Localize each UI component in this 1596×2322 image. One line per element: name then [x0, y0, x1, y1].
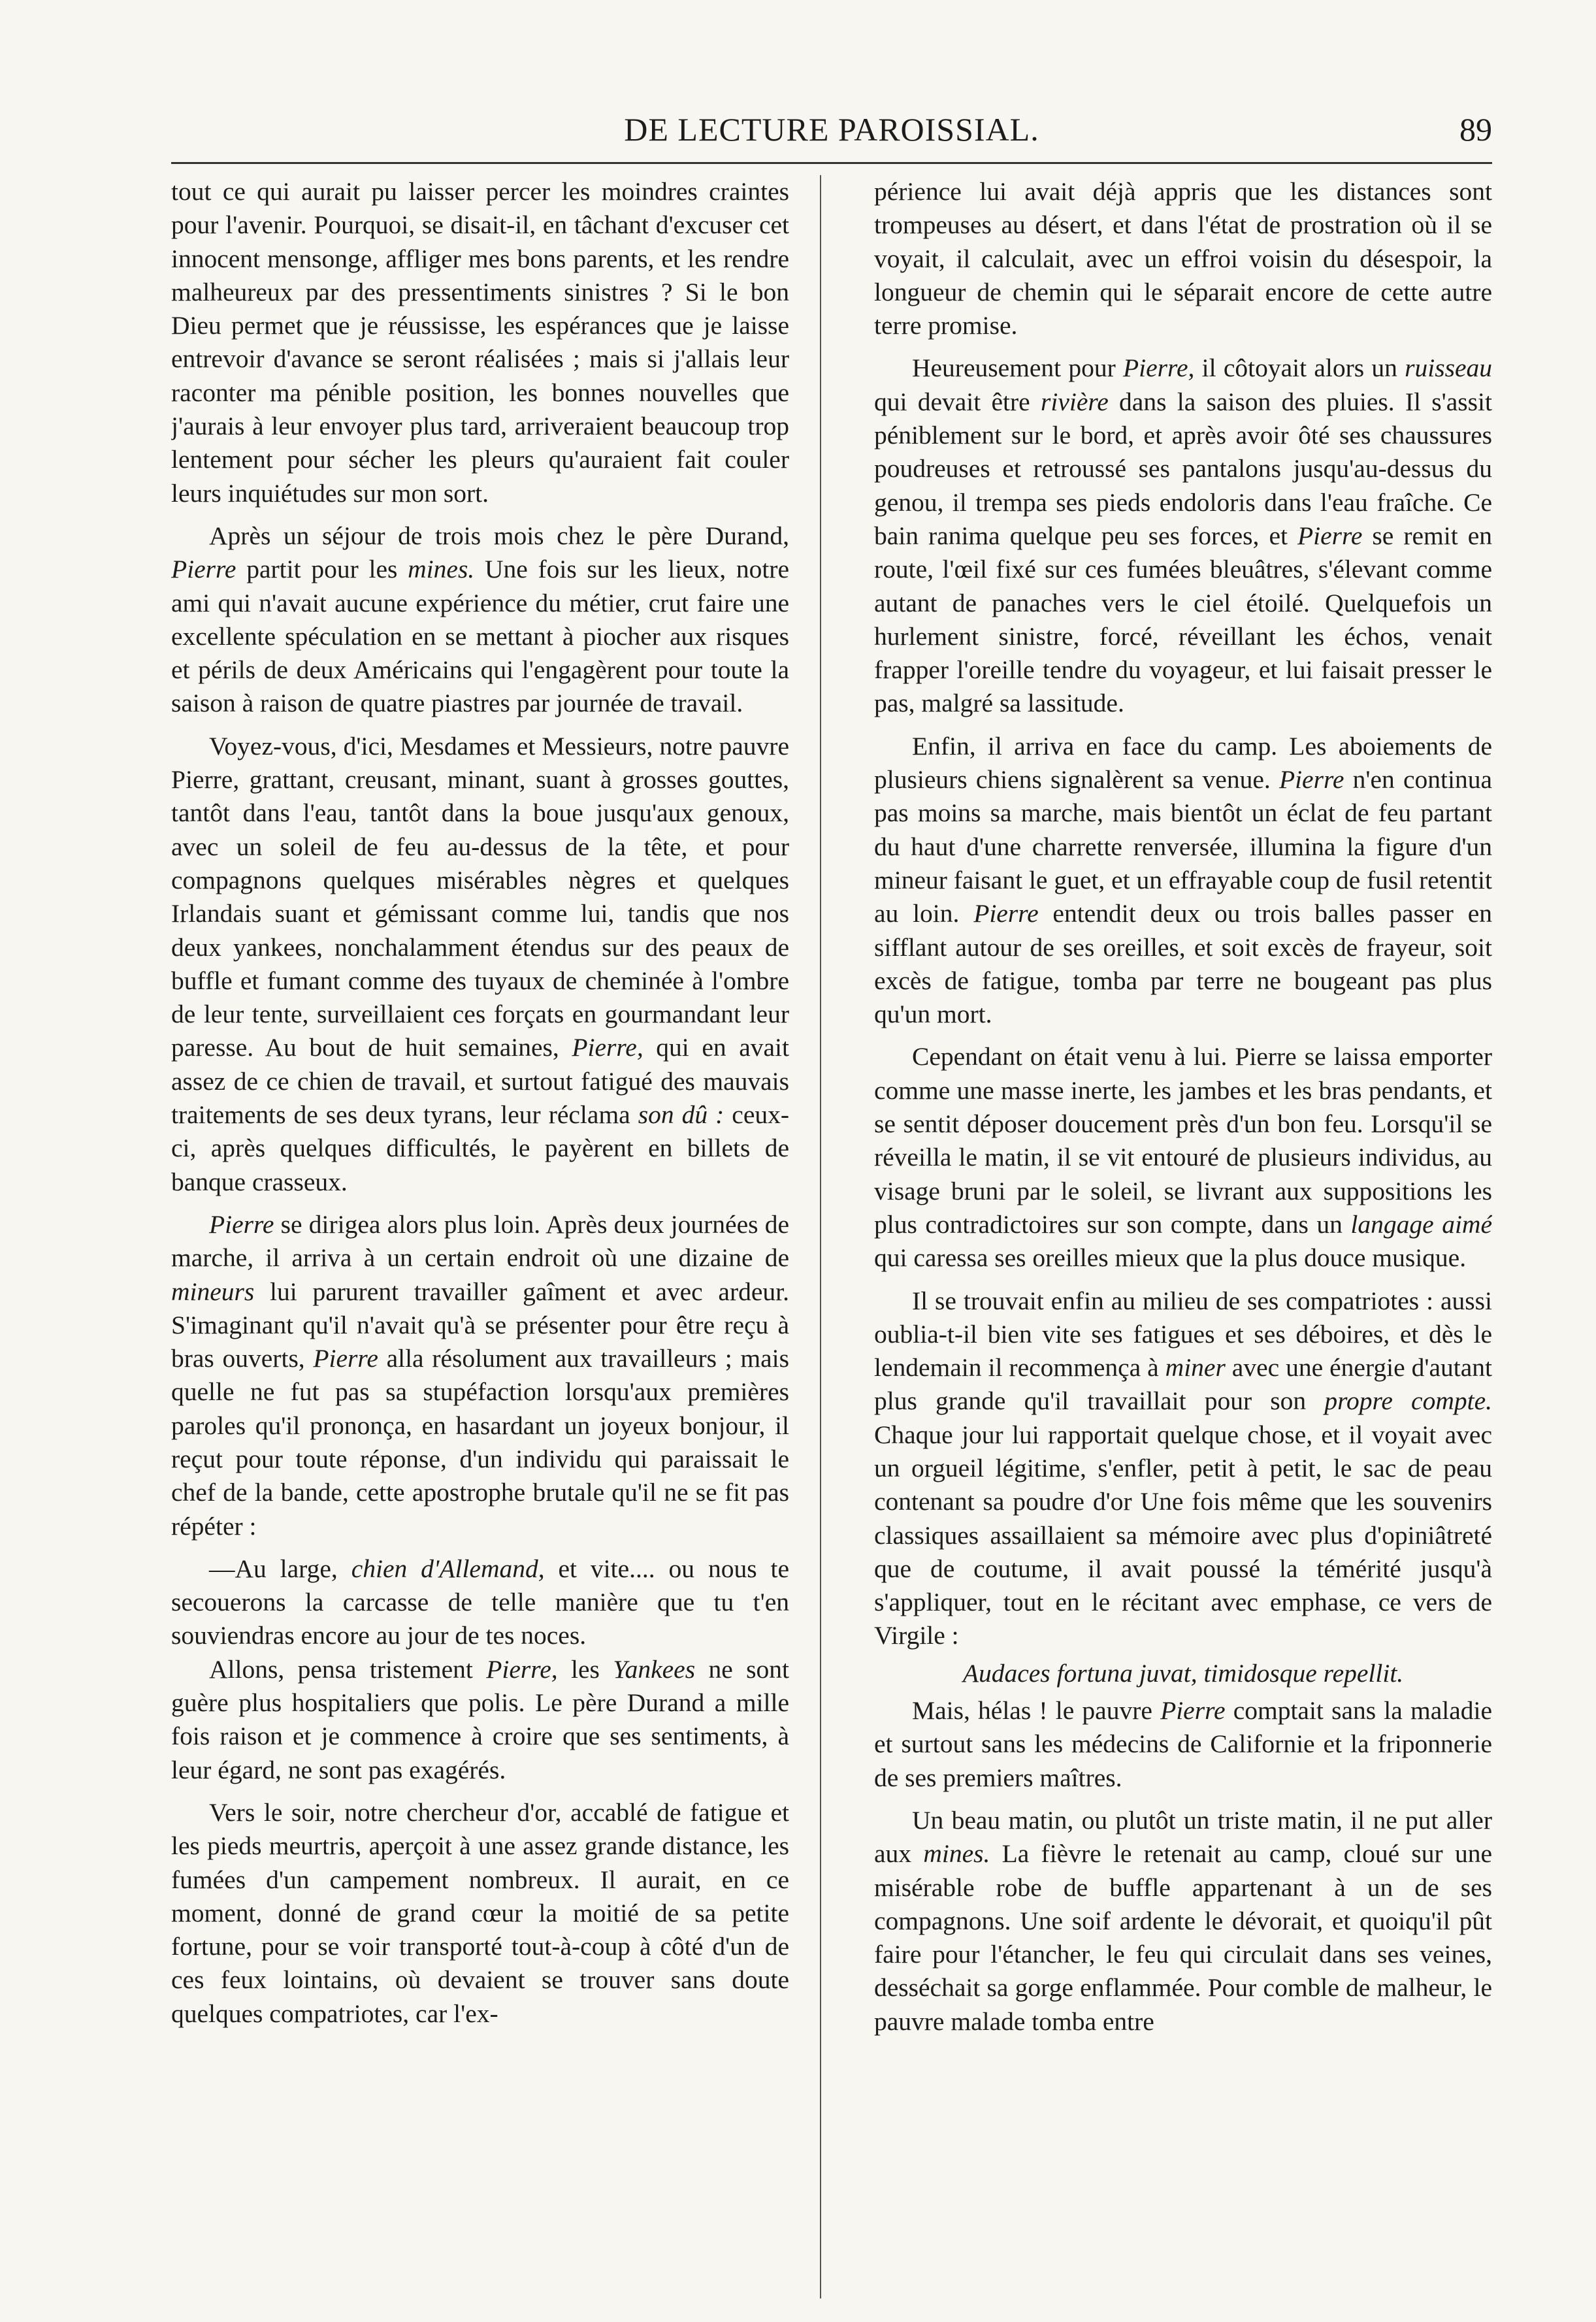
paragraph: —Au large, chien d'Allemand, et vite.... ou nous te secouerons la carcasse de telle manière que tu t'en souviendras encore au jour de tes noces.: [171, 1554, 789, 1650]
page-number: 89: [1459, 111, 1492, 148]
paragraph: tout ce qui aurait pu laisser percer les moindres craintes pour l'avenir. Pourquoi, se disait-il, en tâchant d'excuser cet innocent mensonge, affliger mes bons parents, et les rendre malheureux par des pressentiments sinistres ? Si le bon Dieu permet que je réussisse, les espérances que je laisse entrevoir d'avance se seront réalisées ; mais si j'allais leur raconter ma pénible position, les bonnes nouvelles que j'aurais à leur envoyer plus tard, arriveraient beaucoup trop lentement pour sécher les pleurs qu'auraient fait couler leurs inquiétudes sur mon sort.: [171, 177, 789, 508]
paragraph: Vers le soir, notre chercheur d'or, accablé de fatigue et les pieds meurtris, aperçoit à une assez grande distance, les fumées d'un campement nombreux. Il aurait, en ce moment, donné de grand cœur la moitié de sa petite fortune, pour se voir transporté tout-à-coup à côté d'un de ces feux lointains, où devaient se trouver sans doute quelques compatriotes, car l'ex-: [171, 1797, 789, 2028]
latin-verse: Audaces fortuna juvat, timidosque repellit.: [962, 1658, 1404, 1688]
running-title: DE LECTURE PAROISSIAL.: [624, 111, 1039, 148]
paragraph: Voyez-vous, d'ici, Mesdames et Messieurs, notre pauvre Pierre, grattant, creusant, minant, suant à grosses gouttes, tantôt dans l'eau, tantôt dans la boue jusqu'aux genoux, avec un soleil de feu au-dessus de la tête, et pour compagnons quelques misérables nègres et quelques Irlandais suant et gémissant comme lui, tandis que nos deux yankees, nonchalamment étendus sur des peaux de buffle et fumant comme des tuyaux de cheminée à l'ombre de leur tente, surveillaient ces forçats en gourmandant leur paresse. Au bout de huit semaines, Pierre, qui en avait assez de ce chien de travail, et surtout fatigué des mauvais traitements de ses deux tyrans, leur réclama son dû : ceux-ci, après quelques difficultés, le payèrent en billets de banque crasseux.: [171, 731, 789, 1196]
paragraph: Allons, pensa tristement Pierre, les Yankees ne sont guère plus hospitaliers que polis. Le père Durand a mille fois raison et je commence à croire que ses sentiments, à leur égard, ne sont pas exagérés.: [171, 1654, 789, 1784]
paragraph: Il se trouvait enfin au milieu de ses compatriotes : aussi oublia-t-il bien vite ses fatigues et ses déboires, et dès le lendemain il recommença à miner avec une énergie d'autant plus grande qu'il travaillait pour son propre compte. Chaque jour lui rapportait quelque chose, et il voyait avec un orgueil légitime, s'enfler, petit à petit, le sac de peau contenant sa poudre d'or Une fois même que les souvenirs classiques assaillaient sa mémoire avec plus d'opiniâtreté que de coutume, il avait poussé la témérité jusqu'à s'appliquer, tout en le récitant avec emphase, ce vers de Virgile :: [874, 1286, 1492, 1650]
paragraph: Après un séjour de trois mois chez le père Durand, Pierre partit pour les mines. Une fois sur les lieux, notre ami qui n'avait aucune expérience du métier, crut faire une excellente spéculation en se mettant à piocher aux risques et périls de deux Américains qui l'engagèrent pour toute la saison à raison de quatre piastres par journée de travail.: [171, 521, 789, 718]
column-divider: [820, 175, 821, 2298]
paragraph: Enfin, il arriva en face du camp. Les aboiements de plusieurs chiens signalèrent sa venue. Pierre n'en continua pas moins sa marche, mais bientôt un éclat de feu partant du haut d'une charrette renversée, illumina la figure d'un mineur faisant le guet, et un effrayable coup de fusil retentit au loin. Pierre entendit deux ou trois balles passer en sifflant autour de ses oreilles, et soit excès de frayeur, soit excès de fatigue, tomba par terre ne bougeant pas plus qu'un mort.: [874, 731, 1492, 1029]
paragraph: Cependant on était venu à lui. Pierre se laissa emporter comme une masse inerte, les jambes et les bras pendants, et se sentit déposer doucement près d'un bon feu. Lorsqu'il se réveilla le matin, il se vit entouré de plusieurs individus, au visage bruni par le soleil, se livrant aux suppositions les plus contradictoires sur son compte, dans un langage aimé qui caressa ses oreilles mieux que la plus douce musique.: [874, 1042, 1492, 1273]
paragraph: Un beau matin, ou plutôt un triste matin, il ne put aller aux mines. La fièvre le retenait au camp, cloué sur une misérable robe de buffle appartenant à un de ses compagnons. Une soif ardente le dévorait, et quoiqu'il pût faire pour l'étancher, le feu qui circulait dans ses veines, desséchait sa gorge enflammée. Pour comble de malheur, le pauvre malade tomba entre: [874, 1805, 1492, 2036]
right-column: [874, 175, 1492, 2305]
paragraph: Heureusement pour Pierre, il côtoyait alors un ruisseau qui devait être rivière dans la saison des pluies. Il s'assit péniblement sur le bord, et après avoir ôté ses chaussures poudreuses et retroussé ses pantalons jusqu'au-dessus du genou, il trempa ses pieds endoloris dans l'eau fraîche. Ce bain ranima quelque peu ses forces, et Pierre se remit en route, l'œil fixé sur ces fumées bleuâtres, s'élevant comme autant de panaches vers le ciel étoilé. Quelquefois un hurlement sinistre, forcé, réveillant les échos, venait frapper l'oreille tendre du voyageur, et lui faisait presser le pas, malgré sa lassitude.: [874, 353, 1492, 718]
page-header: [171, 110, 1492, 155]
header-rule: [171, 162, 1492, 164]
left-column: [171, 175, 789, 2305]
paragraph: Pierre se dirigea alors plus loin. Après deux journées de marche, il arriva à un certain endroit où une dizaine de mineurs lui parurent travailler gaîment et avec ardeur. S'imaginant qu'il n'avait qu'à se présenter pour être reçu à bras ouverts, Pierre alla résolument aux travailleurs ; mais quelle ne fut pas sa stupéfaction lorsqu'aux premières paroles qu'il prononça, en hasardant un joyeux bonjour, il reçut pour toute réponse, d'un individu qui paraissait le chef de la bande, cette apostrophe brutale qu'il ne se fit pas répéter :: [171, 1209, 789, 1541]
paragraph: périence lui avait déjà appris que les distances sont trompeuses au désert, et dans l'état de prostration où il se voyait, il calculait, avec un effroi voisin du désespoir, la longueur de chemin qui le séparait encore de cette autre terre promise.: [874, 177, 1492, 340]
paragraph: Mais, hélas ! le pauvre Pierre comptait sans la maladie et surtout sans les médecins de Californie et la friponnerie de ses premiers maîtres.: [874, 1696, 1492, 1792]
